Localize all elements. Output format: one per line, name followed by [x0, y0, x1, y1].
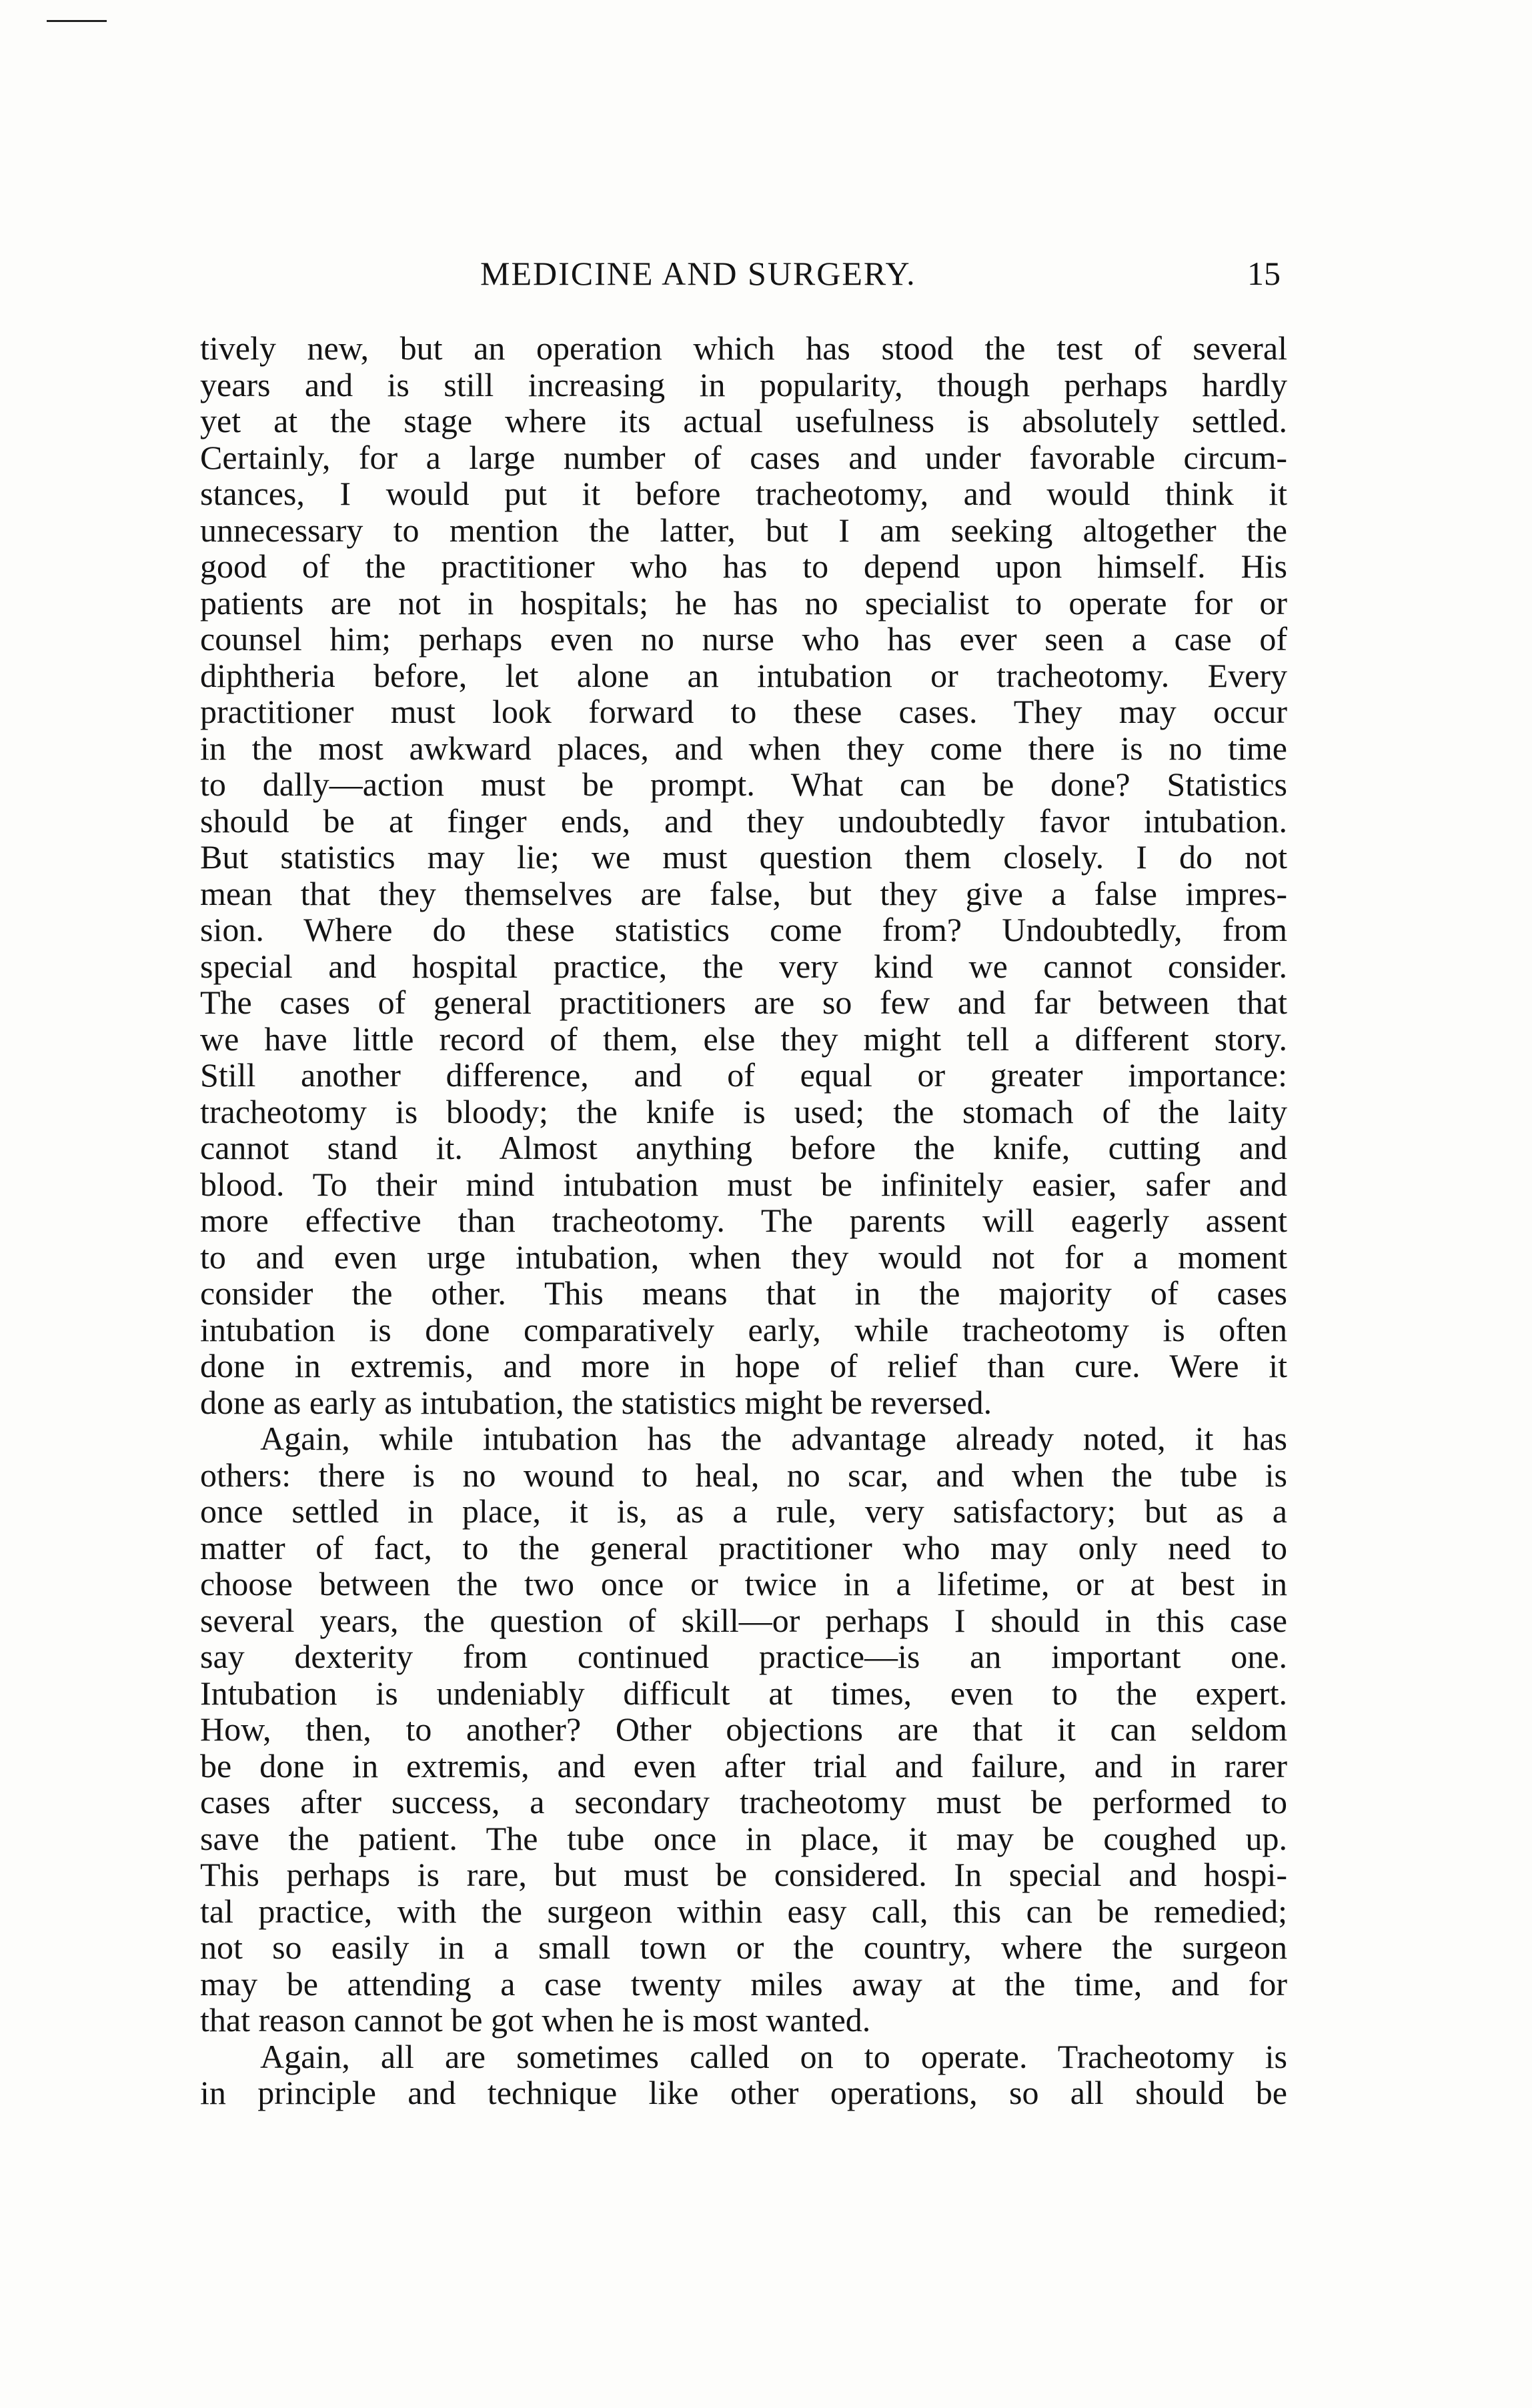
- running-head: [200, 253, 1307, 293]
- text-line: Certainly, for a large number of cases and under favorable circum-: [200, 438, 1287, 476]
- paragraph: [200, 2039, 1287, 2111]
- text-line: say dexterity from continued practice—is an important one.: [200, 1638, 1287, 1675]
- text-line: more effective than tracheotomy. The parents will eagerly assent: [200, 1202, 1287, 1239]
- text-line: be done in extremis, and even after trial and failure, and in rarer: [200, 1746, 1287, 1784]
- text-line: that reason cannot be got when he is most wanted.: [200, 2001, 871, 2039]
- text-line: done in extremis, and more in hope of relief than cure. Were it: [200, 1347, 1287, 1384]
- text-line: stances, I would put it before tracheotomy, and would think it: [200, 475, 1287, 512]
- text-line: to and even urge intubation, when they would not for a moment: [200, 1238, 1287, 1276]
- text-line: diphtheria before, let alone an intubation or tracheotomy. Every: [200, 656, 1287, 694]
- paragraph: [200, 1420, 1287, 2039]
- page-corner-mark: [47, 20, 107, 22]
- text-line: choose between the two once or twice in a lifetime, or at best in: [200, 1565, 1287, 1602]
- text-line: special and hospital practice, the very kind we cannot consider.: [200, 947, 1287, 985]
- text-line: done as early as intubation, the statistics might be reversed.: [200, 1383, 992, 1421]
- text-line: tively new, but an operation which has stood the test of several: [200, 329, 1287, 367]
- text-line: should be at finger ends, and they undoubtedly favor intubation.: [200, 802, 1287, 840]
- text-line: Still another difference, and of equal or greater importance:: [200, 1056, 1287, 1094]
- text-line: in principle and technique like other operations, so all should be: [200, 2074, 1287, 2111]
- text-line: we have little record of them, else they might tell a different story.: [200, 1020, 1287, 1058]
- text-line: not so easily in a small town or the country, where the surgeon: [200, 1929, 1287, 1966]
- text-line: good of the practitioner who has to depend upon himself. His: [200, 547, 1287, 585]
- text-line: save the patient. The tube once in place, it may be coughed up.: [200, 1819, 1287, 1857]
- text-line: blood. To their mind intubation must be infinitely easier, safer and: [200, 1165, 1287, 1203]
- text-line: consider the other. This means that in the majority of cases: [200, 1274, 1287, 1312]
- text-line: Again, all are sometimes called on to operate. Tracheotomy is: [260, 2037, 1287, 2075]
- text-line: How, then, to another? Other objections are that it can seldom: [200, 1710, 1287, 1748]
- text-line: sion. Where do these statistics come from? Undoubtedly, from: [200, 911, 1287, 948]
- text-line: mean that they themselves are false, but they give a false impres-: [200, 874, 1287, 912]
- text-line: Intubation is undeniably difficult at times, even to the expert.: [200, 1674, 1287, 1712]
- text-line: several years, the question of skill—or perhaps I should in this case: [200, 1601, 1287, 1639]
- text-line: yet at the stage where its actual usefulness is absolutely settled.: [200, 402, 1287, 439]
- text-line: counsel him; perhaps even no nurse who has ever seen a case of: [200, 620, 1287, 658]
- text-line: The cases of general practitioners are so few and far between that: [200, 984, 1287, 1021]
- page-number: 15: [1247, 255, 1281, 292]
- text-line: Again, while intubation has the advantage already noted, it has: [260, 1420, 1287, 1457]
- text-line: may be attending a case twenty miles away at the time, and for: [200, 1965, 1287, 2003]
- text-line: cases after success, a secondary tracheotomy must be performed to: [200, 1783, 1287, 1821]
- text-line: once settled in place, it is, as a rule, very satisfactory; but as a: [200, 1492, 1287, 1530]
- text-line: tal practice, with the surgeon within easy call, this can be remedied;: [200, 1892, 1287, 1930]
- text-line: But statistics may lie; we must question them closely. I do not: [200, 838, 1287, 876]
- text-line: intubation is done comparatively early, while tracheotomy is often: [200, 1310, 1287, 1348]
- text-line: This perhaps is rare, but must be considered. In special and hospi-: [200, 1856, 1287, 1893]
- running-head-title: MEDICINE AND SURGERY.: [480, 255, 916, 292]
- text-line: in the most awkward places, and when they come there is no time: [200, 729, 1287, 767]
- text-line: years and is still increasing in popularity, though perhaps hardly: [200, 365, 1287, 403]
- text-line: patients are not in hospitals; he has no specialist to operate for or: [200, 583, 1287, 622]
- text-line: cannot stand it. Almost anything before the knife, cutting and: [200, 1129, 1287, 1166]
- text-line: unnecessary to mention the latter, but I am seeking altogether the: [200, 511, 1287, 549]
- text-line: practitioner must look forward to these cases. They may occur: [200, 693, 1287, 730]
- text-line: tracheotomy is bloody; the knife is used; the stomach of the laity: [200, 1092, 1287, 1130]
- paragraph: [200, 330, 1287, 1420]
- text-line: matter of fact, to the general practitioner who may only need to: [200, 1528, 1287, 1566]
- body-text: [200, 330, 1287, 2111]
- text-line: to dally—action must be prompt. What can be done? Statistics: [200, 766, 1287, 803]
- text-line: others: there is no wound to heal, no scar, and when the tube is: [200, 1456, 1287, 1494]
